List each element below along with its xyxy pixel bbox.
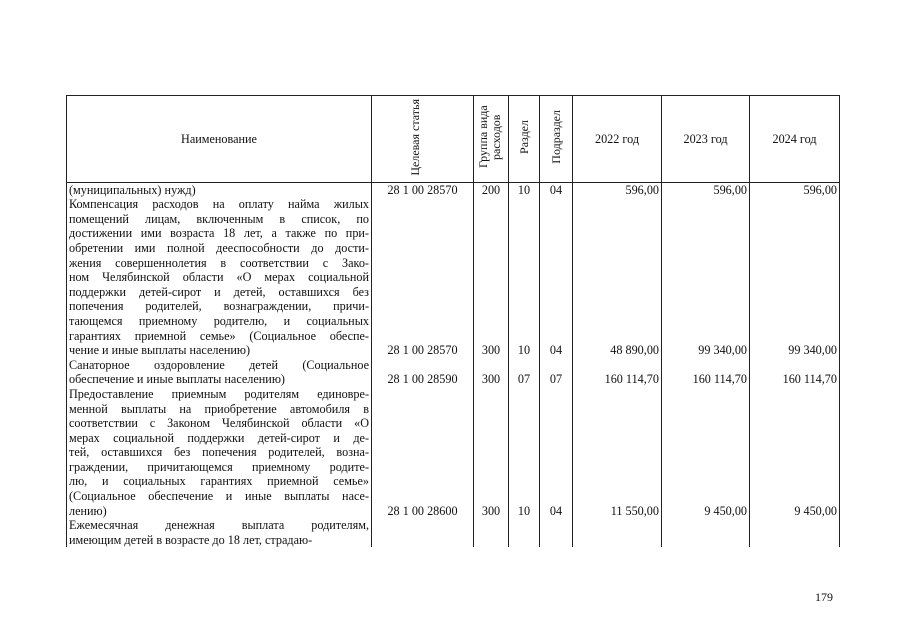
row-name-line: Компенсация расходов на оплату найма жилых — [69, 197, 369, 212]
header-section-label: Раздел — [516, 120, 531, 154]
row-name-line: поддержки детей-сирот и детей, оставшихся без — [69, 284, 369, 299]
row-name-line: ном Челябинской области «О мерах социальной — [69, 270, 369, 285]
header-group-label: Группа вида расходов — [476, 105, 503, 169]
header-section — [509, 96, 540, 183]
row-amount-2022: 11 550,00 — [573, 387, 662, 518]
header-group — [474, 96, 509, 183]
row-section: 10 — [509, 197, 540, 358]
row-amount-2024: 596,00 — [750, 182, 840, 197]
table-row — [67, 358, 840, 387]
row-amount-2023 — [662, 518, 750, 547]
table-row — [67, 182, 840, 197]
row-name-line: лю, и социальных гарантиях приемной семье» — [69, 474, 369, 489]
row-name-line: (муниципальных) нужд) — [69, 182, 196, 197]
row-name-line: граждении, причитающемся приемному родите- — [69, 459, 369, 474]
row-name-line: жения совершеннолетия в соответствии с Зако- — [69, 255, 369, 270]
row-amount-2022: 160 114,70 — [573, 358, 662, 387]
row-amount-2024: 160 114,70 — [750, 358, 840, 387]
header-2022: 2022 год — [573, 96, 662, 183]
row-target-code: 28 1 00 28570 — [372, 197, 474, 358]
row-amount-2023: 9 450,00 — [662, 387, 750, 518]
header-2024: 2024 год — [750, 96, 840, 183]
row-name-line: помещений лицам, включенным в список, по — [69, 211, 369, 226]
page-number: 179 — [815, 590, 833, 604]
row-name-line: мерах социальной поддержки детей-сирот и де- — [69, 430, 369, 445]
budget-table — [66, 95, 840, 547]
row-name-line: (Социальное обеспечение и иные выплаты насе- — [69, 489, 369, 504]
table-body — [67, 182, 840, 547]
row-amount-2024: 9 450,00 — [750, 387, 840, 518]
header-target — [372, 96, 474, 183]
row-name-line: Санаторное оздоровление детей (Социальное — [69, 357, 369, 372]
header-subsection — [540, 96, 573, 183]
row-section — [509, 518, 540, 547]
row-name — [67, 358, 372, 387]
row-section: 07 — [509, 358, 540, 387]
row-name-line: менной выплаты на приобретение автомобиля в — [69, 401, 369, 416]
row-section: 10 — [509, 182, 540, 197]
row-amount-2023: 160 114,70 — [662, 358, 750, 387]
header-subsection-label: Подраздел — [548, 110, 563, 164]
row-amount-2022: 596,00 — [573, 182, 662, 197]
row-expense-group — [474, 518, 509, 547]
row-name-line: лению) — [69, 503, 107, 518]
row-name-line: Ежемесячная денежная выплата родителям, — [69, 518, 369, 533]
row-target-code: 28 1 00 28600 — [372, 387, 474, 518]
row-name-line: гарантиях приемной семье» (Социальное обеспе- — [69, 328, 369, 343]
table-row — [67, 197, 840, 358]
row-expense-group: 200 — [474, 182, 509, 197]
row-subsection — [540, 518, 573, 547]
row-name-line: обретении ими полной дееспособности до дости- — [69, 240, 369, 255]
row-expense-group: 300 — [474, 358, 509, 387]
row-name — [67, 387, 372, 518]
row-name-line: тающемся приемному родителю, и социальных — [69, 313, 369, 328]
row-subsection: 04 — [540, 387, 573, 518]
row-amount-2022: 48 890,00 — [573, 197, 662, 358]
row-name — [67, 182, 372, 197]
row-name-line: чение и иные выплаты населению) — [69, 343, 251, 358]
header-name: Наименование — [67, 96, 372, 183]
row-name-line: тей, оставшихся без попечения родителей, возна- — [69, 445, 369, 460]
row-target-code: 28 1 00 28590 — [372, 358, 474, 387]
row-amount-2024 — [750, 518, 840, 547]
row-name-line: достижении ими возраста 18 лет, а также по при- — [69, 226, 369, 241]
row-amount-2023: 99 340,00 — [662, 197, 750, 358]
row-name — [67, 197, 372, 358]
row-subsection: 04 — [540, 182, 573, 197]
row-expense-group: 300 — [474, 387, 509, 518]
row-expense-group: 300 — [474, 197, 509, 358]
table-row — [67, 518, 840, 547]
table-row — [67, 387, 840, 518]
row-amount-2023: 596,00 — [662, 182, 750, 197]
row-subsection: 04 — [540, 197, 573, 358]
row-name-line: соответствии с Законом Челябинской области «О — [69, 416, 369, 431]
row-name-line: попечения родителей, вознаграждении, причи- — [69, 299, 369, 314]
row-target-code — [372, 518, 474, 547]
header-2023: 2023 год — [662, 96, 750, 183]
row-name-line: имеющим детей в возрасте до 18 лет, страдаю- — [69, 532, 313, 547]
row-name-line: обеспечение и иные выплаты населению) — [69, 372, 285, 387]
row-amount-2022 — [573, 518, 662, 547]
row-name-line: Предоставление приемным родителям единовре- — [69, 386, 369, 401]
row-subsection: 07 — [540, 358, 573, 387]
row-target-code: 28 1 00 28570 — [372, 182, 474, 197]
table-header-row — [67, 96, 840, 183]
row-section: 10 — [509, 387, 540, 518]
header-target-label: Целевая статья — [407, 98, 422, 176]
row-amount-2024: 99 340,00 — [750, 197, 840, 358]
row-name — [67, 518, 372, 547]
